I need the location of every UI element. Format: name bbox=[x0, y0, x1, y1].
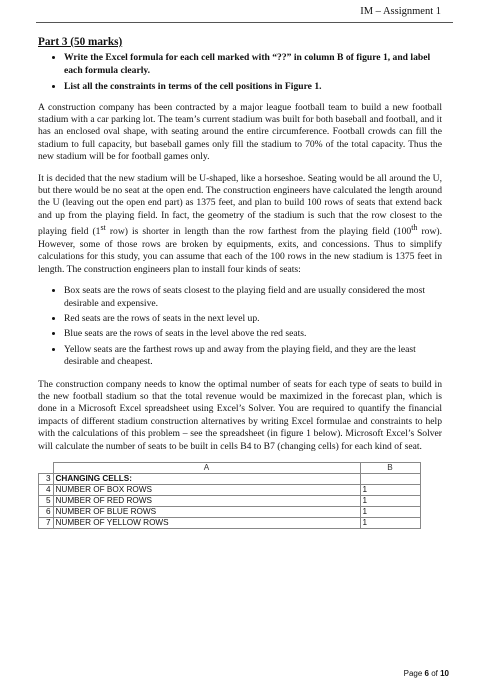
seat-type-blue: • Blue seats are the rows of seats in the level above the red seats. bbox=[64, 328, 442, 340]
task-list bbox=[38, 52, 442, 93]
row-number: 7 bbox=[39, 517, 54, 528]
main-content bbox=[38, 36, 442, 529]
column-header-a: A bbox=[53, 462, 360, 473]
spreadsheet-row bbox=[39, 506, 421, 517]
column-header-b: B bbox=[360, 462, 420, 473]
row-number: 6 bbox=[39, 506, 54, 517]
cell-label: CHANGING CELLS: bbox=[53, 473, 360, 484]
seat-type-list bbox=[38, 285, 442, 368]
task-item: • List all the constraints in terms of the cell positions in Figure 1. bbox=[64, 81, 442, 93]
superscript: st bbox=[100, 223, 106, 233]
cell-label: NUMBER OF BOX ROWS bbox=[53, 484, 360, 495]
spreadsheet-row bbox=[39, 484, 421, 495]
row-number: 5 bbox=[39, 495, 54, 506]
page-total: 10 bbox=[440, 669, 449, 678]
seat-type-yellow: • Yellow seats are the farthest rows up and away from the playing field, and they are the least desirable and cheapest. bbox=[64, 344, 442, 369]
cell-label: NUMBER OF YELLOW ROWS bbox=[53, 517, 360, 528]
seat-type-red: • Red seats are the rows of seats in the next level up. bbox=[64, 313, 442, 325]
page-number bbox=[404, 669, 449, 678]
header-title: IM – Assignment 1 bbox=[360, 6, 441, 17]
row-number: 4 bbox=[39, 484, 54, 495]
spreadsheet-figure bbox=[38, 462, 421, 529]
header-divider bbox=[36, 22, 453, 23]
paragraph-text: row) is shorter in length than the row farthest from the playing field (100 bbox=[105, 226, 412, 238]
page-current: 6 bbox=[424, 669, 429, 678]
seat-type-box: • Box seats are the rows of seats closest to the playing field and are usually considered the most desirable and expensive. bbox=[64, 285, 442, 310]
task-item: • Write the Excel formula for each cell marked with “??” in column B of figure 1, and label each formula clearly. bbox=[64, 52, 442, 77]
part-title: Part 3 (50 marks) bbox=[38, 36, 123, 48]
cell-value: 1 bbox=[360, 517, 420, 528]
page-of: of bbox=[428, 669, 441, 678]
spreadsheet-row bbox=[39, 495, 421, 506]
cell-label: NUMBER OF BLUE ROWS bbox=[53, 506, 360, 517]
paragraph-text: It is decided that the new stadium will be U-shaped, like a horseshoe. Seating would be all around the U, but there would be no seat at the open end. The construction engineers have calculated the length around the U (leaving out the open end part) as 1375 feet, and plan to build 100 rows of seats that extend back and up from the playing field. In fact, the geometry of the stadium is such that the row closest to the playing field (1 bbox=[38, 172, 442, 238]
page-prefix: Page bbox=[403, 669, 425, 678]
cell-value bbox=[360, 473, 420, 484]
spreadsheet-corner bbox=[39, 462, 54, 473]
cell-value: 1 bbox=[360, 506, 420, 517]
cell-value: 1 bbox=[360, 484, 420, 495]
paragraph-text: row). However, some of those rows are broken by equipments, exits, and concessions. Thus to simplify calculations for this study, you can assume that each of the 100 rows in the new stadium is 1375 feet in length. The construction engineers plan to install four kinds of seats: bbox=[38, 226, 442, 275]
cell-label: NUMBER OF RED ROWS bbox=[53, 495, 360, 506]
spreadsheet-row bbox=[39, 517, 421, 528]
spreadsheet-header-row bbox=[39, 462, 421, 473]
paragraph-task-description: The construction company needs to know the optimal number of seats for each type of seats to build in the new football stadium so that the total revenue would be maximized in the forecast plan, which is done in a Microsoft Excel spreadsheet using Excel’s Solver. You are required to quantify the financial impacts of different stadium construction alternatives by writing Excel formulae and constraints to help with the calculations of this problem – see the spreadsheet (in figure 1 below). Microsoft Excel’s Solver will calculate the number of seats to be built in cells B4 to B7 (changing cells) for each kind of seat. bbox=[38, 378, 442, 452]
spreadsheet-row bbox=[39, 473, 421, 484]
superscript: th bbox=[411, 223, 418, 233]
paragraph-stadium-design bbox=[38, 173, 442, 276]
cell-value: 1 bbox=[360, 495, 420, 506]
row-number: 3 bbox=[39, 473, 54, 484]
paragraph-intro: A construction company has been contracted by a major league football team to build a new football stadium with a car parking lot. The team’s current stadium was built for both baseball and football, and it has an enclosed oval shape, with seating around the entire circumference. Football crowds can fill the stadium to full capacity, but baseball games only fill the stadium to 70% of the total capacity. Thus the new stadium will be for football games only. bbox=[38, 101, 442, 163]
